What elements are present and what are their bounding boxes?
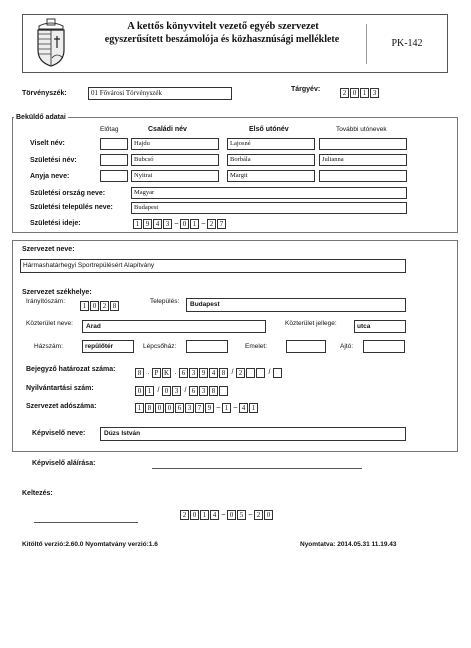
tax-label: Szervezet adószáma:	[26, 403, 97, 410]
floor-label: Emelet:	[245, 343, 268, 350]
birth-year-digit: 4	[153, 219, 162, 229]
birth-name-label: Születési név:	[30, 157, 77, 164]
worn-name-other-field[interactable]	[319, 138, 407, 150]
record-digit: 0	[162, 386, 171, 396]
record-label: Nyilvántartási szám:	[26, 385, 94, 392]
door-field[interactable]	[363, 340, 405, 353]
street-type-value: utca	[357, 323, 371, 330]
reg-digit: 9	[199, 368, 208, 378]
street-field[interactable]	[82, 320, 266, 333]
birth-month-digit: 1	[190, 219, 199, 229]
tax-digit: 4	[239, 403, 248, 413]
birth-date-label: Születési ideje:	[30, 220, 81, 227]
signature-line[interactable]	[152, 468, 362, 469]
birth-name-other-value: Julianna	[322, 156, 344, 163]
col-other-header: További utónevek	[336, 126, 387, 133]
tax-digit: 0	[165, 403, 174, 413]
record-digit: 1	[145, 386, 154, 396]
record-digit: 6	[189, 386, 198, 396]
footer-printed: Nyomtatva: 2014.05.31 11.19.43	[300, 541, 397, 548]
court-value: 01 Fővárosi Törvényszék	[91, 89, 163, 97]
form-title-line-1: A kettős könyvvitelt vezető egyéb szervezet	[127, 21, 319, 32]
birth-city-label: Születési település neve:	[30, 204, 113, 211]
birth-day-digit: 7	[217, 219, 226, 229]
reg-digit: 8	[135, 368, 144, 378]
tax-separator: –	[216, 404, 221, 411]
dated-day-digit: 0	[264, 510, 273, 520]
reg-separator: .	[147, 369, 150, 376]
court-label: Törvényszék:	[22, 90, 67, 97]
reg-separator: .	[174, 369, 177, 376]
mother-name-prefix-field[interactable]	[100, 170, 128, 182]
zip-digit: 8	[110, 301, 119, 311]
col-first-header: Első utónév	[249, 126, 289, 133]
reg-separator: /	[231, 369, 234, 376]
year-label: Tárgyév:	[291, 86, 321, 93]
worn-name-label: Viselt név:	[30, 140, 65, 147]
dated-year-digit: 4	[210, 510, 219, 520]
record-separator: /	[157, 387, 160, 394]
zip-digit: 2	[100, 301, 109, 311]
date-separator: –	[201, 220, 206, 227]
tax-digit: 1	[222, 403, 231, 413]
dated-month-digit: 5	[237, 510, 246, 520]
reg-digit: 6	[179, 368, 188, 378]
date-separator: –	[174, 220, 179, 227]
tax-digit: 7	[195, 403, 204, 413]
tax-digit: 1	[135, 403, 144, 413]
org-name-label: Szervezet neve:	[22, 246, 75, 253]
date-separator: –	[221, 511, 226, 518]
tax-digit: 8	[145, 403, 154, 413]
dated-year-digit: 1	[200, 510, 209, 520]
birth-year-digit: 3	[163, 219, 172, 229]
birth-country-label: Születési ország neve:	[30, 190, 106, 197]
reg-digit: 8	[219, 368, 228, 378]
year-digit: 2	[340, 88, 349, 98]
birth-name-first-value: Borbála	[230, 156, 251, 163]
tax-digit: 6	[175, 403, 184, 413]
record-separator: /	[184, 387, 187, 394]
date-separator: –	[248, 511, 253, 518]
stairs-label: Lépcsőház:	[143, 343, 177, 350]
birth-year-digit: 1	[133, 219, 142, 229]
reg-digit	[256, 368, 265, 378]
record-cells[interactable]	[135, 386, 229, 396]
birth-country-value: Magyar	[134, 189, 155, 196]
mother-name-first-value: Margit	[230, 172, 248, 179]
tax-separator: –	[233, 404, 238, 411]
dated-label: Keltezés:	[22, 490, 53, 497]
worn-name-family-value: Hajdu	[134, 140, 150, 147]
city-value: Budapest	[190, 301, 220, 308]
birth-city-value: Budapest	[134, 204, 159, 211]
reg-digit	[273, 368, 282, 378]
dated-year-digit: 2	[180, 510, 189, 520]
birth-year-digit: 9	[143, 219, 152, 229]
reg-separator: /	[268, 369, 271, 376]
footer-version: Kitöltő verzió:2.60.0 Nyomtatvány verzió:1.6	[22, 541, 158, 548]
sender-section-label: Beküldő adatai	[16, 114, 66, 121]
birth-day-digit: 2	[207, 219, 216, 229]
dated-day-digit: 2	[254, 510, 263, 520]
zip-label: Irányítószám:	[26, 298, 66, 305]
reg-digit: 3	[189, 368, 198, 378]
reg-digit: P	[152, 368, 161, 378]
year-digit: 3	[370, 88, 379, 98]
record-digit: 3	[172, 386, 181, 396]
col-prefix-header: Előtag	[100, 126, 119, 133]
birth-name-family-value: Bubcsó	[134, 156, 154, 163]
form-code: PK-142	[391, 38, 423, 49]
org-seat-label: Szervezet székhelye:	[22, 289, 92, 296]
birth-city-field[interactable]	[131, 202, 407, 214]
place-line[interactable]	[34, 522, 138, 523]
tax-cells[interactable]	[135, 403, 259, 413]
street-type-label: Közterület jellege:	[285, 320, 337, 327]
mother-name-family-value: Nyitrai	[134, 172, 153, 179]
record-digit	[219, 386, 228, 396]
birth-country-field[interactable]	[131, 187, 407, 199]
year-digit: 1	[360, 88, 369, 98]
street-label: Közterület neve:	[26, 320, 73, 327]
reg-digit: 2	[236, 368, 245, 378]
hungarian-coat-of-arms-icon	[30, 18, 72, 68]
reg-digit	[246, 368, 255, 378]
worn-name-prefix-field[interactable]	[100, 138, 128, 150]
birth-name-prefix-field[interactable]	[100, 154, 128, 166]
stairs-field[interactable]	[186, 340, 228, 353]
org-name-value: Hármashatárhegyi Sportrepülésért Alapítvány	[23, 262, 155, 269]
dated-year-digit: 0	[190, 510, 199, 520]
street-value: Arad	[86, 323, 101, 330]
form-code-divider	[366, 24, 367, 64]
rep-field[interactable]	[100, 427, 406, 441]
tax-digit: 9	[205, 403, 214, 413]
house-value: repülőtér	[85, 343, 114, 350]
floor-field[interactable]	[286, 340, 326, 353]
reg-decision-cells[interactable]	[135, 368, 283, 378]
city-label: Település:	[150, 298, 180, 305]
year-cells[interactable]	[340, 88, 380, 98]
rep-label: Képviselő neve:	[32, 430, 86, 437]
mother-name-other-field[interactable]	[319, 170, 407, 182]
reg-digit: 4	[209, 368, 218, 378]
reg-digit: K	[163, 369, 170, 377]
dated-cells[interactable]	[180, 510, 274, 520]
zip-digit: 0	[90, 301, 99, 311]
record-digit: 8	[209, 386, 218, 396]
tax-digit: 1	[249, 403, 258, 413]
birth-month-digit: 0	[180, 219, 189, 229]
zip-cells[interactable]	[80, 301, 120, 311]
worn-name-first-value: Lajosné	[230, 140, 251, 147]
rep-value: Dúzs István	[104, 430, 141, 437]
record-digit: 0	[135, 386, 144, 396]
dated-month-digit: 0	[227, 510, 236, 520]
reg-decision-label: Bejegyző határozat száma:	[26, 366, 116, 373]
tax-digit: 3	[185, 403, 194, 413]
record-digit: 3	[199, 386, 208, 396]
door-label: Ajtó:	[340, 343, 354, 350]
mother-name-label: Anyja neve:	[30, 173, 70, 180]
year-digit: 0	[350, 88, 359, 98]
tax-digit: 0	[155, 403, 164, 413]
col-family-header: Családi név	[148, 126, 187, 133]
zip-digit: 1	[80, 301, 89, 311]
signature-label: Képviselő aláírása:	[32, 460, 96, 467]
birth-date-cells[interactable]	[133, 219, 227, 229]
form-title-line-2: egyszerűsített beszámolója és közhasznúsági melléklete	[104, 34, 340, 45]
house-label: Házszám:	[34, 343, 63, 350]
